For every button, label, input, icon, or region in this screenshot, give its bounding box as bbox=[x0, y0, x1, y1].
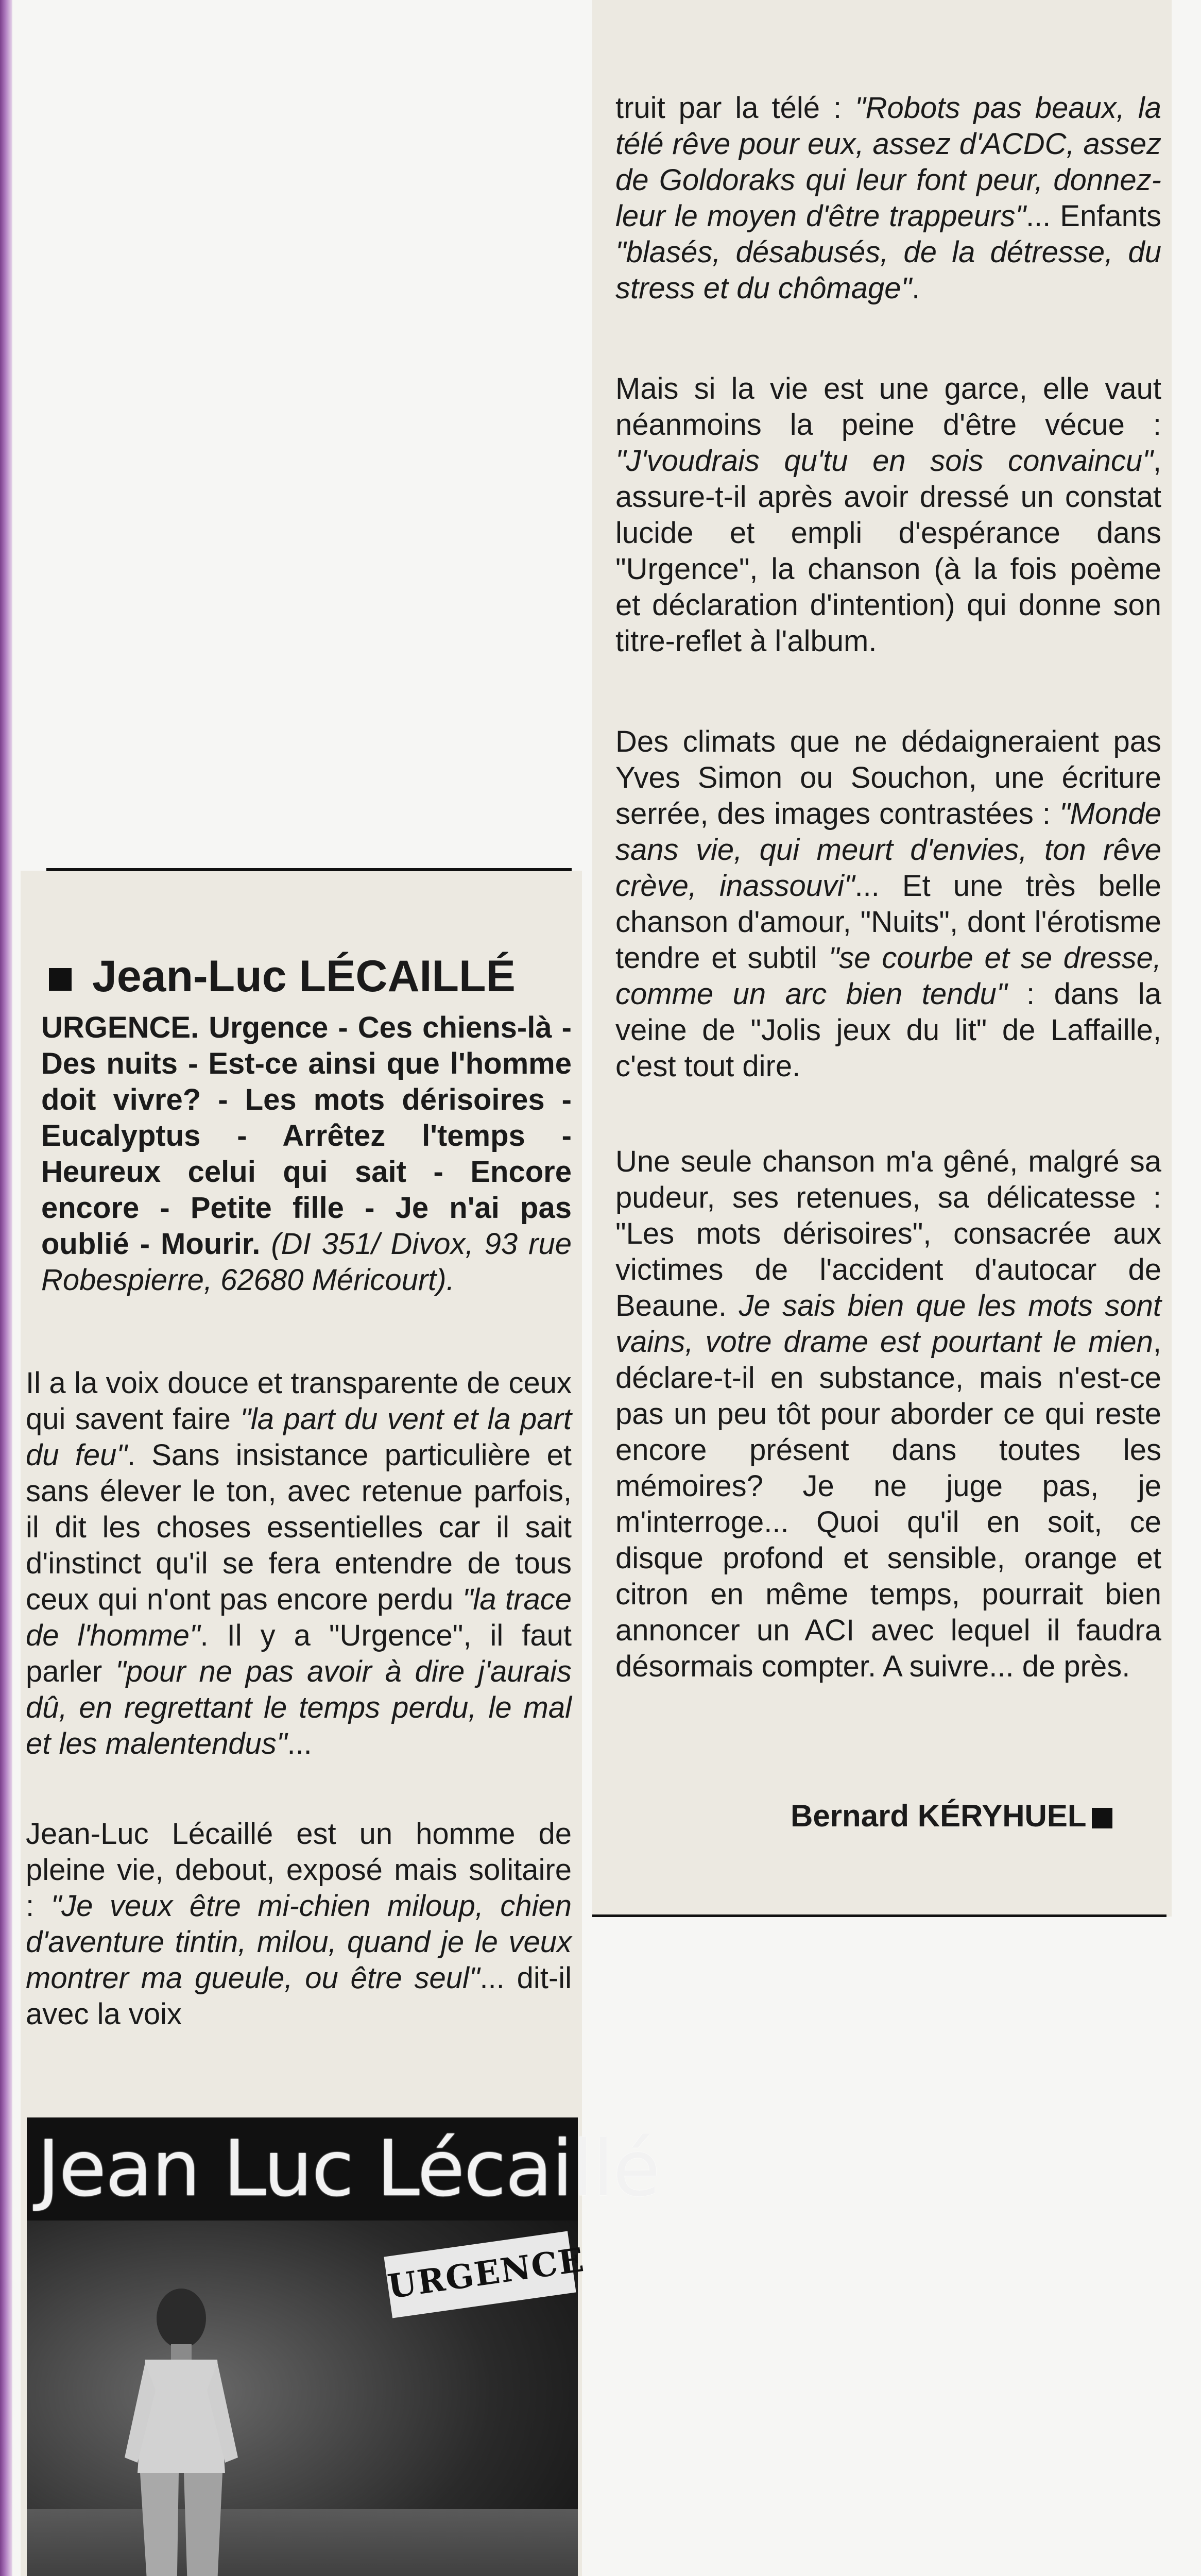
label-info: (DI 351/ Divox, 93 rue Robespierre, 62680 Méricourt). bbox=[41, 1227, 572, 1297]
bullet-square-icon bbox=[49, 968, 72, 991]
cover-floor bbox=[27, 2509, 578, 2576]
end-mark-icon bbox=[1092, 1808, 1112, 1828]
left-paragraph-2: Jean-Luc Lécaillé est un homme de pleine vie, debout, exposé mais solitaire : "Je veux être mi-chien miloup, chien d'aventure tintin, milou, quand je le veux montrer ma gueule, ou être seul"... dit-il avec la voix bbox=[26, 1817, 572, 2031]
track-list: Urgence - Ces chiens-là - Des nuits - Est-ce ainsi que l'homme doit vivre? - Les mots dérisoires - Eucalyptus - Arrêtez l'temps - Heureux celui qui sait - Encore encore - Petite fille - Je n'ai pas oublié - Mourir. bbox=[41, 1011, 572, 1261]
right-paragraph-1: truit par la télé : "Robots pas beaux, la télé rêve pour eux, assez d'ACDC, assez de Goldoraks qui leur font peur, donnez-leur le moyen d'être trappeurs"... Enfants "blasés, désabusés, de la détresse, du stress et du chômage". bbox=[615, 91, 1162, 305]
album-cover bbox=[27, 2117, 660, 2576]
review-heading bbox=[49, 951, 574, 1002]
right-paragraph-2: Mais si la vie est une garce, elle vaut néanmoins la peine d'être vécue : "J'voudrais qu'tu en sois convaincu", assure-t-il après avoir dressé un constat lucide et empli d'espérance dans "Urgence", la chanson (à la fois poème et déclaration d'intention) qui donne son titre-reflet à l'album. bbox=[615, 372, 1161, 658]
cover-figure bbox=[114, 2287, 248, 2576]
album-title: URGENCE. bbox=[41, 1011, 199, 1044]
left-column-top-rule bbox=[46, 868, 572, 871]
cover-title-badge: URGENCE bbox=[384, 2231, 576, 2318]
cover-artist-text: Jean Luc Lécaillé bbox=[37, 2124, 660, 2214]
right-column-bottom-rule bbox=[592, 1914, 1166, 1917]
album-tracklist bbox=[41, 1010, 572, 1298]
author-signature bbox=[791, 1798, 1112, 1834]
artist-name: Jean-Luc LÉCAILLÉ bbox=[92, 952, 516, 1001]
author-name: Bernard KÉRYHUEL bbox=[791, 1799, 1087, 1833]
right-paragraph-4: Une seule chanson m'a gêné, malgré sa pudeur, ses retenues, sa délicatesse : "Les mots dérisoires", consacrée aux victimes de l'accident d'autocar de Beaune. Je sais bien que les mots sont vains, votre drame est pourtant le mien, déclare-t-il en substance, mais n'est-ce pas un peu tôt pour aborder ce qui reste encore présent dans toutes les mémoires? Je ne juge pas, je m'interroge... Quoi qu'il en soit, ce disque profond et sensible, orange et citron en même temps, pourrait bien annoncer un ACI avec lequel il faudra désormais compter. A suivre... de près. bbox=[615, 1145, 1162, 1683]
right-paragraph-3: Des climats que ne dédaigneraient pas Yves Simon ou Souchon, une écriture serrée, des images contrastées : "Monde sans vie, qui meurt d'envies, ton rêve crève, inassouvi"... Et une très belle chanson d'amour, "Nuits", dont l'érotisme tendre et subtil "se courbe et se dresse, comme un arc bien tendu" : dans la veine de "Jolis jeux du lit" de Laffaille, c'est tout dire. bbox=[615, 725, 1161, 1083]
left-paragraph-1: Il a la voix douce et transparente de ceux qui savent faire "la part du vent et la part du feu". Sans insistance particulière et sans élever le ton, avec retenue parfois, il dit les choses essentielles car il sait d'instinct qu'il se fera entendre de tous ceux qui n'ont pas encore perdu "la trace de l'homme". Il y a "Urgence", il faut parler "pour ne pas avoir à dire j'aurais dû, en regrettant le temps perdu, le mal et les malentendus"... bbox=[26, 1366, 572, 1760]
page-edge bbox=[0, 0, 12, 2576]
